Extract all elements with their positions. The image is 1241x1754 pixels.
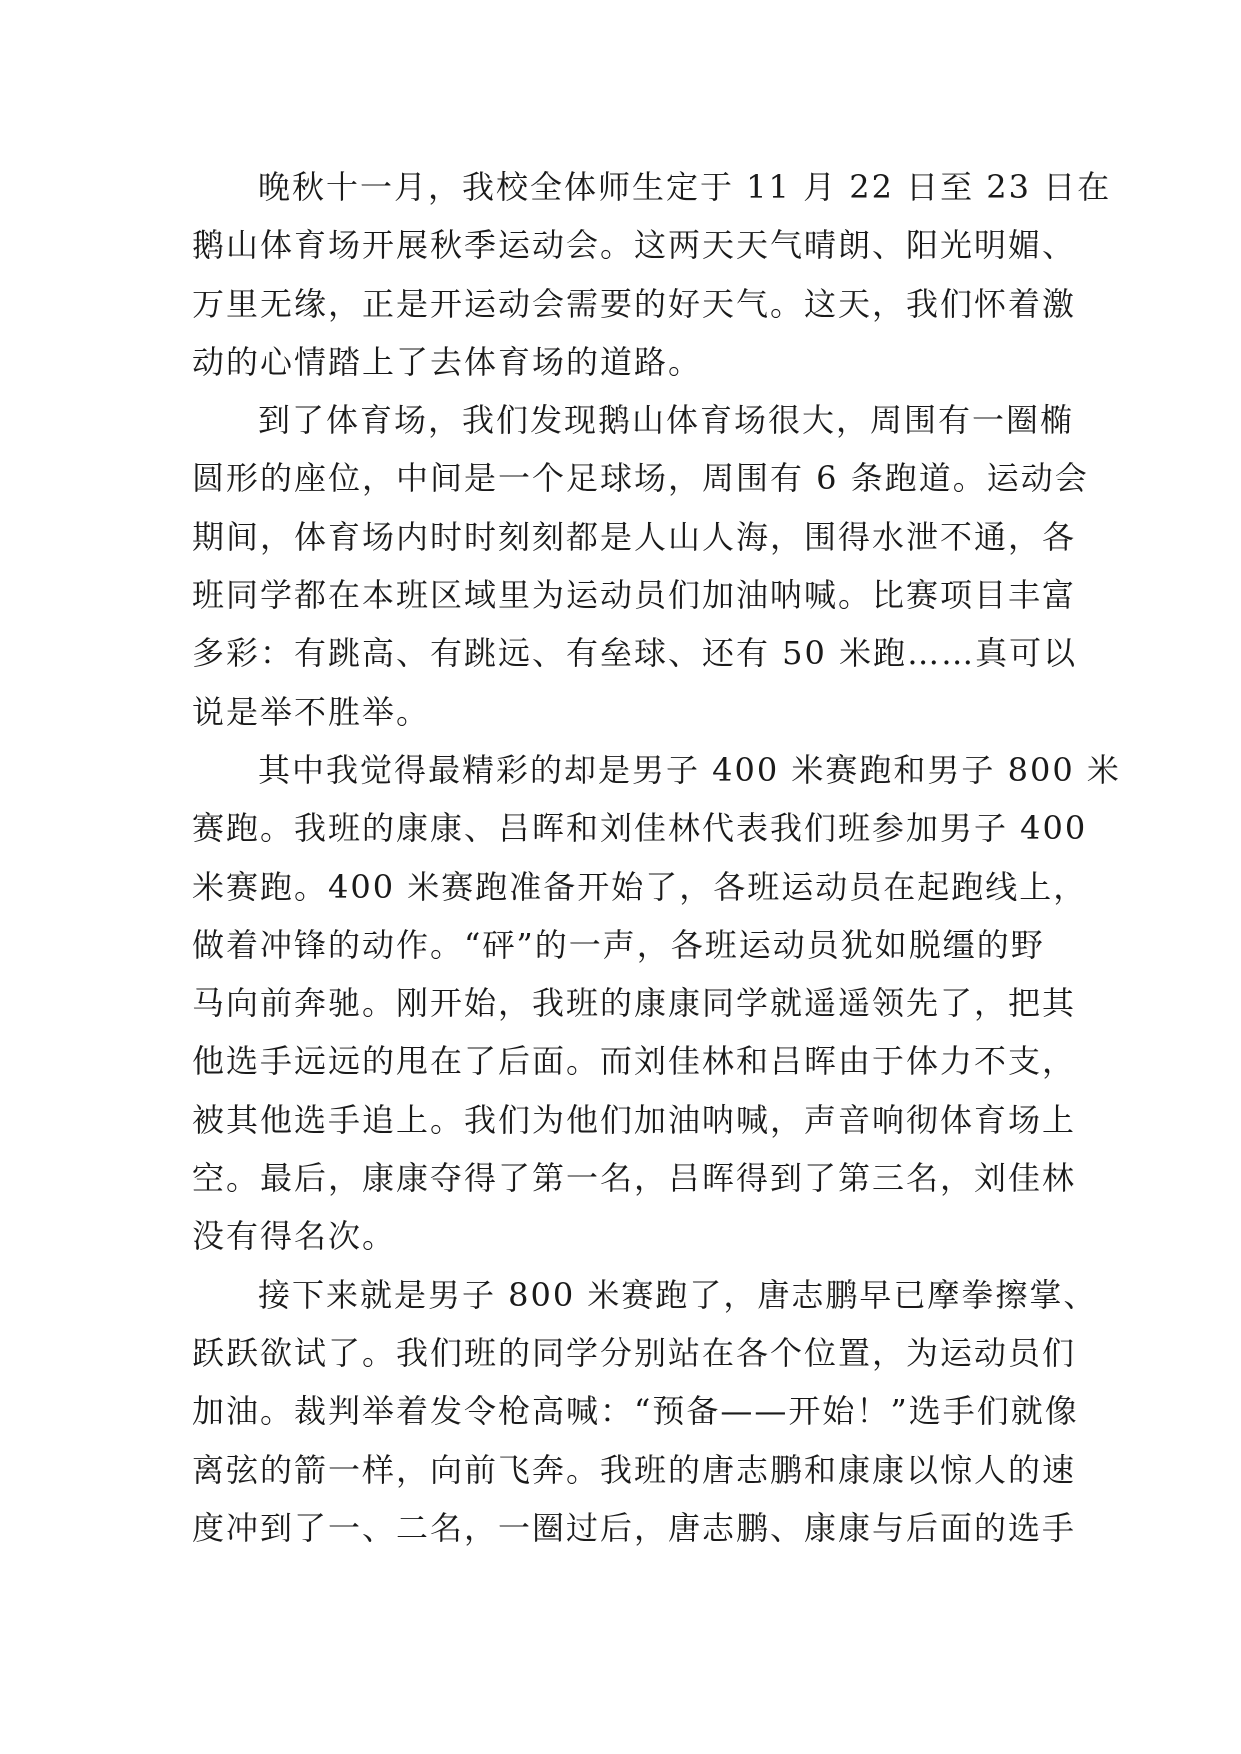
paragraph-line: 其中我觉得最精彩的却是男子 400 米赛跑和男子 800 米 xyxy=(258,750,1121,789)
paragraph-line: 他选手远远的甩在了后面。而刘佳林和吕晖由于体力不支， xyxy=(192,1042,1077,1081)
paragraph-1 xyxy=(192,158,1112,391)
paragraph-line: 圆形的座位，中间是一个足球场，周围有 6 条跑道。运动会 xyxy=(192,459,1089,498)
paragraph-line: 离弦的箭一样，向前飞奔。我班的唐志鹏和康康以惊人的速 xyxy=(192,1450,1077,1489)
paragraph-line: 被其他选手追上。我们为他们加油呐喊，声音响彻体育场上 xyxy=(192,1100,1077,1139)
paragraph-line: 多彩：有跳高、有跳远、有垒球、还有 50 米跑……真可以 xyxy=(192,634,1078,673)
paragraph-line: 说是举不胜举。 xyxy=(192,692,431,731)
paragraph-line: 做着冲锋的动作。“砰”的一声，各班运动员犹如脱缰的野 xyxy=(192,925,1045,964)
paragraph-line: 跃跃欲试了。我们班的同学分别站在各个位置，为运动员们 xyxy=(192,1333,1077,1372)
paragraph-line: 米赛跑。400 米赛跑准备开始了，各班运动员在起跑线上， xyxy=(192,867,1088,906)
paragraph-2 xyxy=(192,391,1089,741)
paragraph-4 xyxy=(192,1266,1098,1557)
paragraph-line: 赛跑。我班的康康、吕晖和刘佳林代表我们班参加男子 400 xyxy=(192,809,1088,848)
paragraph-line: 接下来就是男子 800 米赛跑了，唐志鹏早已摩拳擦掌、 xyxy=(258,1275,1098,1314)
paragraph-line: 空。最后，康康夺得了第一名，吕晖得到了第三名，刘佳林 xyxy=(192,1159,1077,1198)
paragraph-line: 万里无缘，正是开运动会需要的好天气。这天，我们怀着激 xyxy=(192,284,1077,323)
paragraph-line: 度冲到了一、二名，一圈过后，唐志鹏、康康与后面的选手 xyxy=(192,1508,1077,1547)
paragraph-line: 到了体育场，我们发现鹅山体育场很大，周围有一圈椭 xyxy=(258,401,1075,440)
paragraph-line: 没有得名次。 xyxy=(192,1217,397,1256)
paragraph-line: 鹅山体育场开展秋季运动会。这两天天气晴朗、阳光明媚、 xyxy=(192,226,1077,265)
paragraph-line: 马向前奔驰。刚开始，我班的康康同学就遥遥领先了，把其 xyxy=(192,984,1077,1023)
paragraph-line: 期间，体育场内时时刻刻都是人山人海，围得水泄不通，各 xyxy=(192,517,1077,556)
paragraph-line: 加油。裁判举着发令枪高喊：“预备——开始！”选手们就像 xyxy=(192,1392,1079,1431)
essay-body xyxy=(192,158,1121,1557)
paragraph-line: 班同学都在本班区域里为运动员们加油呐喊。比赛项目丰富 xyxy=(192,576,1077,615)
paragraph-3 xyxy=(192,741,1121,1266)
paragraph-line: 动的心情踏上了去体育场的道路。 xyxy=(192,342,703,381)
paragraph-line: 晚秋十一月，我校全体师生定于 11 月 22 日至 23 日在 xyxy=(258,168,1112,206)
